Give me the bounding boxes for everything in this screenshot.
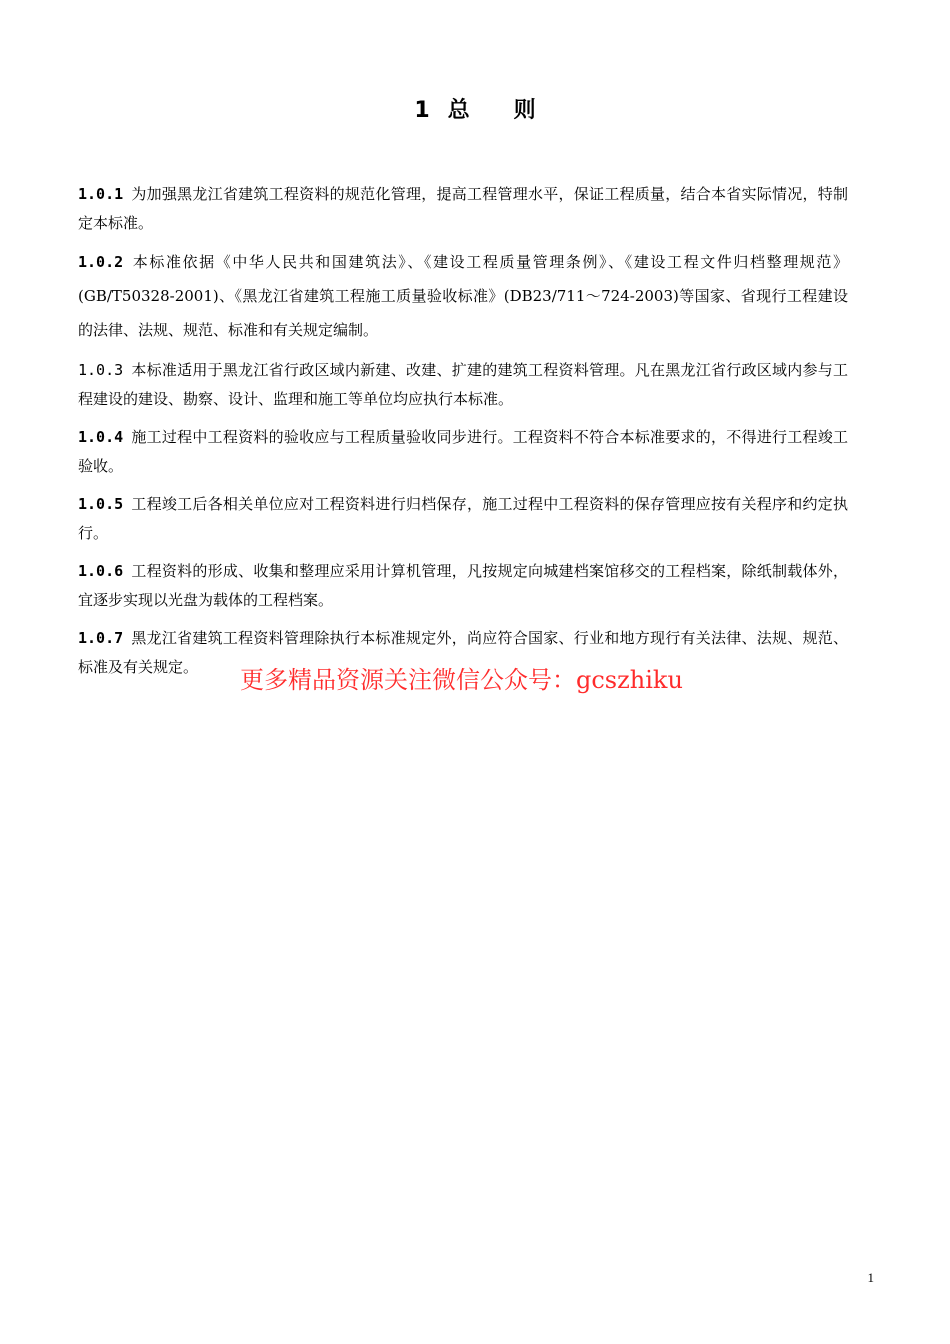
clause-number: 1.0.2 xyxy=(78,253,124,271)
clause-number: 1.0.5 xyxy=(78,495,124,513)
clause-number: 1.0.4 xyxy=(78,428,124,446)
clause-number: 1.0.7 xyxy=(78,629,124,647)
clause-text: 黑龙江省建筑工程资料管理除执行本标准规定外，尚应符合国家、行业和地方现行有关法律、法规、规范、标准及有关规定。 xyxy=(78,629,848,676)
clause-number: 1.0.6 xyxy=(78,562,124,580)
chapter-number: 1 xyxy=(414,98,430,123)
clause-1-0-1 xyxy=(78,180,848,238)
chapter-body xyxy=(78,180,848,691)
clause-text: 本标准依据《中华人民共和国建筑法》、《建设工程质量管理条例》、《建设工程文件归档整理规范》(GB/T50328-2001)、《黑龙江省建筑工程施工质量验收标准》(DB23/711～724-2003)等国家、省现行工程建设的法律、法规、规范、标准和有关规定编制。 xyxy=(78,253,848,339)
page-number: 1 xyxy=(867,1270,874,1285)
clause-text: 本标准适用于黑龙江省行政区域内新建、改建、扩建的建筑工程资料管理。凡在黑龙江省行政区域内参与工程建设的建设、勘察、设计、监理和施工等单位均应执行本标准。 xyxy=(78,361,848,408)
clause-1-0-6 xyxy=(78,557,848,615)
clause-text: 工程竣工后各相关单位应对工程资料进行归档保存，施工过程中工程资料的保存管理应按有关程序和约定执行。 xyxy=(78,495,848,542)
clause-1-0-5 xyxy=(78,490,848,548)
clause-1-0-4 xyxy=(78,423,848,481)
clause-text: 为加强黑龙江省建筑工程资料的规范化管理，提高工程管理水平，保证工程质量，结合本省实际情况，特制定本标准。 xyxy=(78,185,848,232)
clause-text: 施工过程中工程资料的验收应与工程质量验收同步进行。工程资料不符合本标准要求的，不得进行工程竣工验收。 xyxy=(78,428,848,475)
clause-number: 1.0.1 xyxy=(78,185,124,203)
chapter-title xyxy=(0,93,950,124)
chapter-title-word-1: 总 xyxy=(447,98,470,123)
clause-1-0-3 xyxy=(78,356,848,414)
chapter-title-word-2: 则 xyxy=(513,98,536,123)
clause-text: 工程资料的形成、收集和整理应采用计算机管理，凡按规定向城建档案馆移交的工程档案，除纸制载体外，宜逐步实现以光盘为载体的工程档案。 xyxy=(78,562,848,609)
watermark-text: 更多精品资源关注微信公众号：gcszhiku xyxy=(240,666,683,694)
clause-number: 1.0.3 xyxy=(78,361,124,379)
clause-1-0-2 xyxy=(78,245,848,347)
